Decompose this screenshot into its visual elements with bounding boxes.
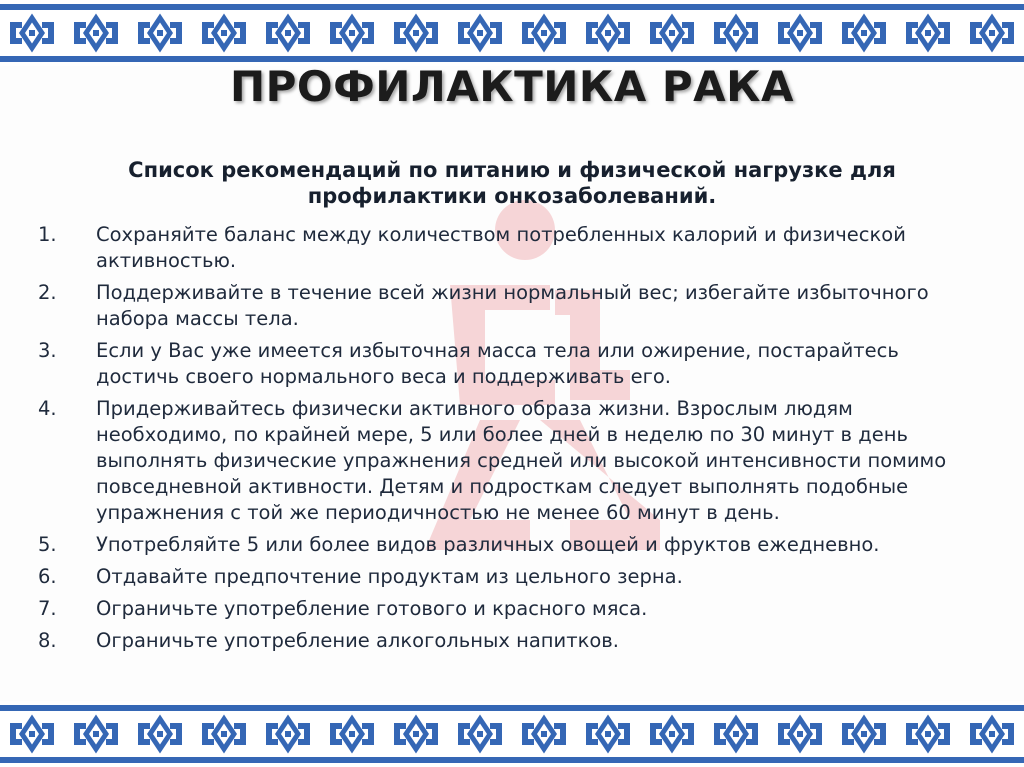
list-item	[38, 396, 988, 526]
list-item	[38, 222, 988, 274]
item-number: 7.	[38, 597, 57, 620]
list-item	[38, 532, 988, 558]
item-number: 2.	[38, 281, 57, 304]
item-number: 8.	[38, 629, 57, 652]
item-number: 1.	[38, 223, 57, 246]
item-text: Ограничьте употребление готового и красного мяса.	[96, 597, 648, 620]
list-item	[38, 596, 988, 622]
list-item	[38, 280, 988, 332]
list-item	[38, 338, 988, 390]
ornament-pattern-icon	[0, 701, 1024, 767]
page-title: ПРОФИЛАКТИКА РАКА	[229, 62, 795, 111]
item-text: Если у Вас уже имеется избыточная масса тела или ожирение, постарайтесь достичь своего нормального веса и поддерживать его.	[96, 339, 899, 388]
item-number: 5.	[38, 533, 57, 556]
recommendation-list	[38, 222, 988, 660]
top-ornament-border	[0, 0, 1024, 66]
item-number: 3.	[38, 339, 57, 362]
ornament-pattern-icon	[0, 0, 1024, 66]
item-text: Сохраняйте баланс между количеством потребленных калорий и физической активностью.	[96, 223, 906, 272]
item-text: Придерживайтесь физически активного образа жизни. Взрослым людям необходимо, по крайней мере, 5 или более дней в неделю по 30 минут в день выполнять физические упражнения средней или высокой интенсивности помимо повседневной активности. Детям и подросткам следует выполнять подобные упражнения с той же периодичностью не менее 60 минут в день.	[96, 397, 947, 524]
bottom-ornament-border	[0, 701, 1024, 767]
list-item	[38, 628, 988, 654]
item-text: Поддерживайте в течение всей жизни нормальный вес; избегайте избыточного набора массы тела.	[96, 281, 929, 330]
subtitle: Список рекомендаций по питанию и физической нагрузке для профилактики онкозаболеваний.	[128, 158, 896, 208]
item-number: 4.	[38, 397, 57, 420]
item-number: 6.	[38, 565, 57, 588]
item-text: Употребляйте 5 или более видов различных овощей и фруктов ежедневно.	[96, 533, 880, 556]
list-item	[38, 564, 988, 590]
item-text: Ограничьте употребление алкогольных напитков.	[96, 629, 619, 652]
item-text: Отдавайте предпочтение продуктам из цельного зерна.	[96, 565, 683, 588]
